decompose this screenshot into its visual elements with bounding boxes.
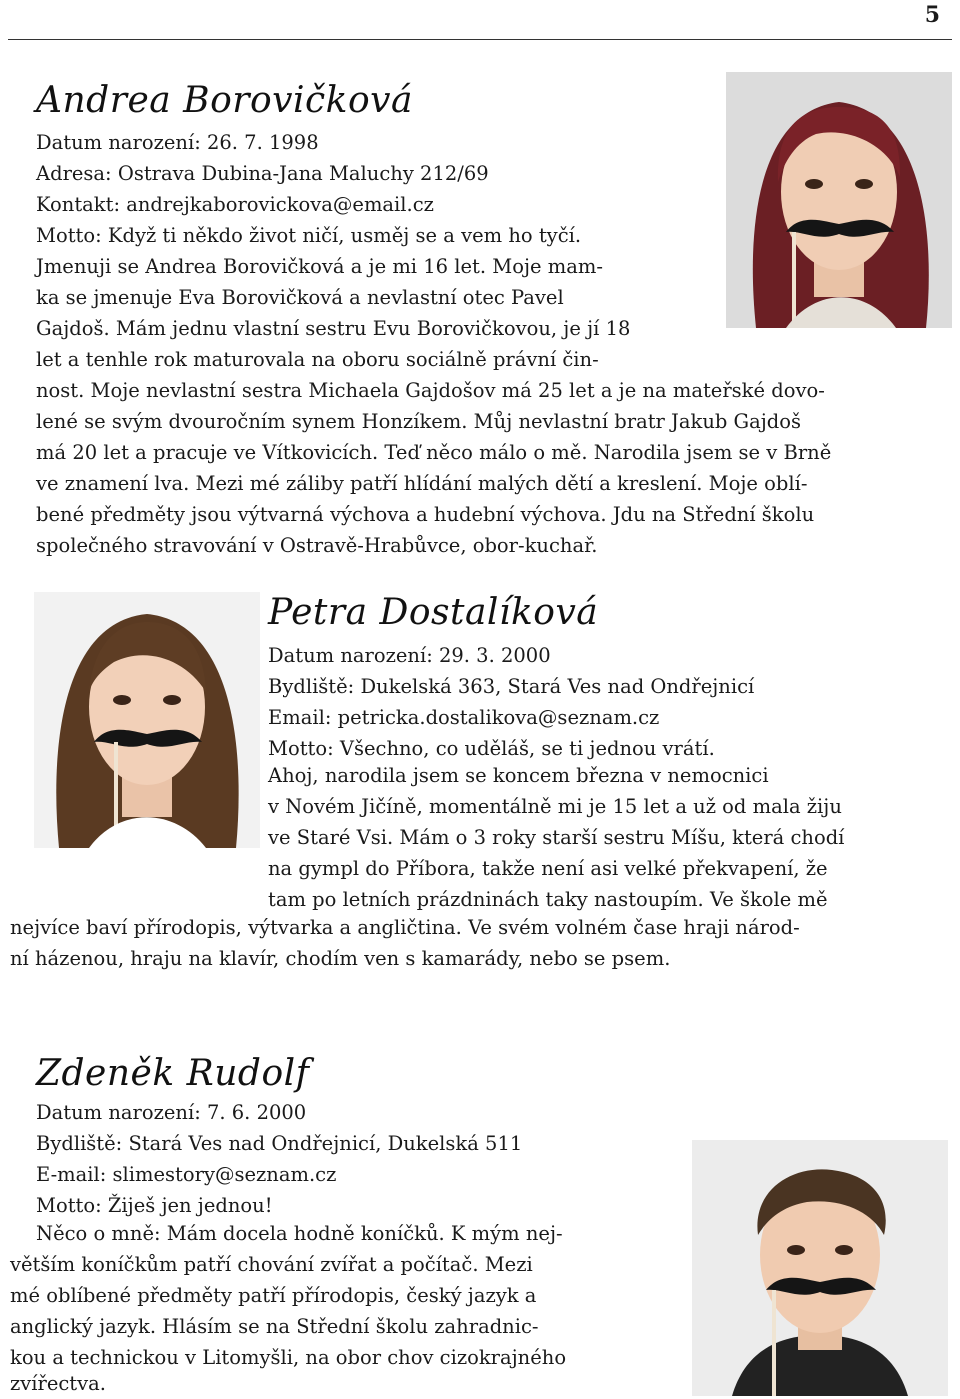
person-name-zdenek: Zdeněk Rudolf xyxy=(36,1053,310,1094)
header-rule xyxy=(8,39,952,40)
text-line: Bydliště: Dukelská 363, Stará Ves nad Ondřejnicí xyxy=(268,675,755,698)
text-line: Datum narození: 29. 3. 2000 xyxy=(268,644,551,667)
text-line: Ahoj, narodila jsem se koncem března v nemocnici xyxy=(268,764,769,787)
text-line: bené předměty jsou výtvarná výchova a hudební výchova. Jdu na Střední školu xyxy=(36,503,815,526)
text-line: Kontakt: andrejkaborovickova@email.cz xyxy=(36,193,434,216)
text-line: ní házenou, hraju na klavír, chodím ven s kamarády, nebo se psem. xyxy=(10,947,671,970)
text-line: Email: petricka.dostalikova@seznam.cz xyxy=(268,706,660,729)
text-line: ve znamení lva. Mezi mé záliby patří hlídání malých dětí a kreslení. Moje oblí- xyxy=(36,472,808,495)
text-line: ve Staré Vsi. Mám o 3 roky starší sestru Míšu, která chodí xyxy=(268,826,845,849)
text-line: Gajdoš. Mám jednu vlastní sestru Evu Borovičkovou, je jí 18 xyxy=(36,317,631,340)
text-line: ka se jmenuje Eva Borovičková a nevlastní otec Pavel xyxy=(36,286,564,309)
text-line: Motto: Když ti někdo život ničí, usměj se a vem ho tyčí. xyxy=(36,224,582,247)
text-line: v Novém Jičíně, momentálně mi je 15 let a už od mala žiju xyxy=(268,795,842,818)
text-line: Motto: Všechno, co uděláš, se ti jednou vrátí. xyxy=(268,737,715,760)
text-line: zvířectva. xyxy=(10,1372,106,1395)
text-line: lené se svým dvouročním synem Honzíkem. Můj nevlastní bratr Jakub Gajdoš xyxy=(36,410,802,433)
page-number: 5 xyxy=(924,2,940,28)
text-line: Datum narození: 7. 6. 2000 xyxy=(36,1101,307,1124)
text-line: tam po letních prázdninách taky nastoupím. Ve škole mě xyxy=(268,888,828,911)
text-line: let a tenhle rok maturovala na oboru sociálně právní čin- xyxy=(36,348,599,371)
text-line: Datum narození: 26. 7. 1998 xyxy=(36,131,319,154)
text-line: na gympl do Příbora, takže není asi velké překvapení, že xyxy=(268,857,828,880)
text-line: nejvíce baví přírodopis, výtvarka a angličtina. Ve svém volném čase hraji národ- xyxy=(10,916,800,939)
person-name-petra: Petra Dostalíková xyxy=(268,592,599,633)
text-line: Něco o mně: Mám docela hodně koníčků. K mým nej- xyxy=(36,1222,563,1245)
text-line: mé oblíbené předměty patří přírodopis, český jazyk a xyxy=(10,1284,537,1307)
text-line: nost. Moje nevlastní sestra Michaela Gajdošov má 25 let a je na mateřské dovo- xyxy=(36,379,825,402)
text-line: Motto: Žiješ jen jednou! xyxy=(36,1194,273,1217)
text-line: Jmenuji se Andrea Borovičková a je mi 16 let. Moje mam- xyxy=(36,255,603,278)
portrait-illustration xyxy=(726,72,952,328)
photo-andrea xyxy=(726,72,952,328)
text-line: E-mail: slimestory@seznam.cz xyxy=(36,1163,337,1186)
text-line: společného stravování v Ostravě-Hrabůvce, obor-kuchař. xyxy=(36,534,598,557)
text-line: kou a technickou v Litomyšli, na obor chov cizokrajného xyxy=(10,1346,567,1369)
text-line: Bydliště: Stará Ves nad Ondřejnicí, Dukelská 511 xyxy=(36,1132,523,1155)
portrait-illustration xyxy=(692,1140,948,1396)
person-name-andrea: Andrea Borovičková xyxy=(36,80,413,121)
portrait-illustration xyxy=(34,592,260,848)
text-line: Adresa: Ostrava Dubina-Jana Maluchy 212/69 xyxy=(36,162,489,185)
text-line: větším koníčkům patří chování zvířat a počítač. Mezi xyxy=(10,1253,533,1276)
text-line: má 20 let a pracuje ve Vítkovicích. Teď něco málo o mě. Narodila jsem se v Brně xyxy=(36,441,832,464)
text-line: anglický jazyk. Hlásím se na Střední školu zahradnic- xyxy=(10,1315,539,1338)
photo-petra xyxy=(34,592,260,848)
photo-zdenek xyxy=(692,1140,948,1396)
